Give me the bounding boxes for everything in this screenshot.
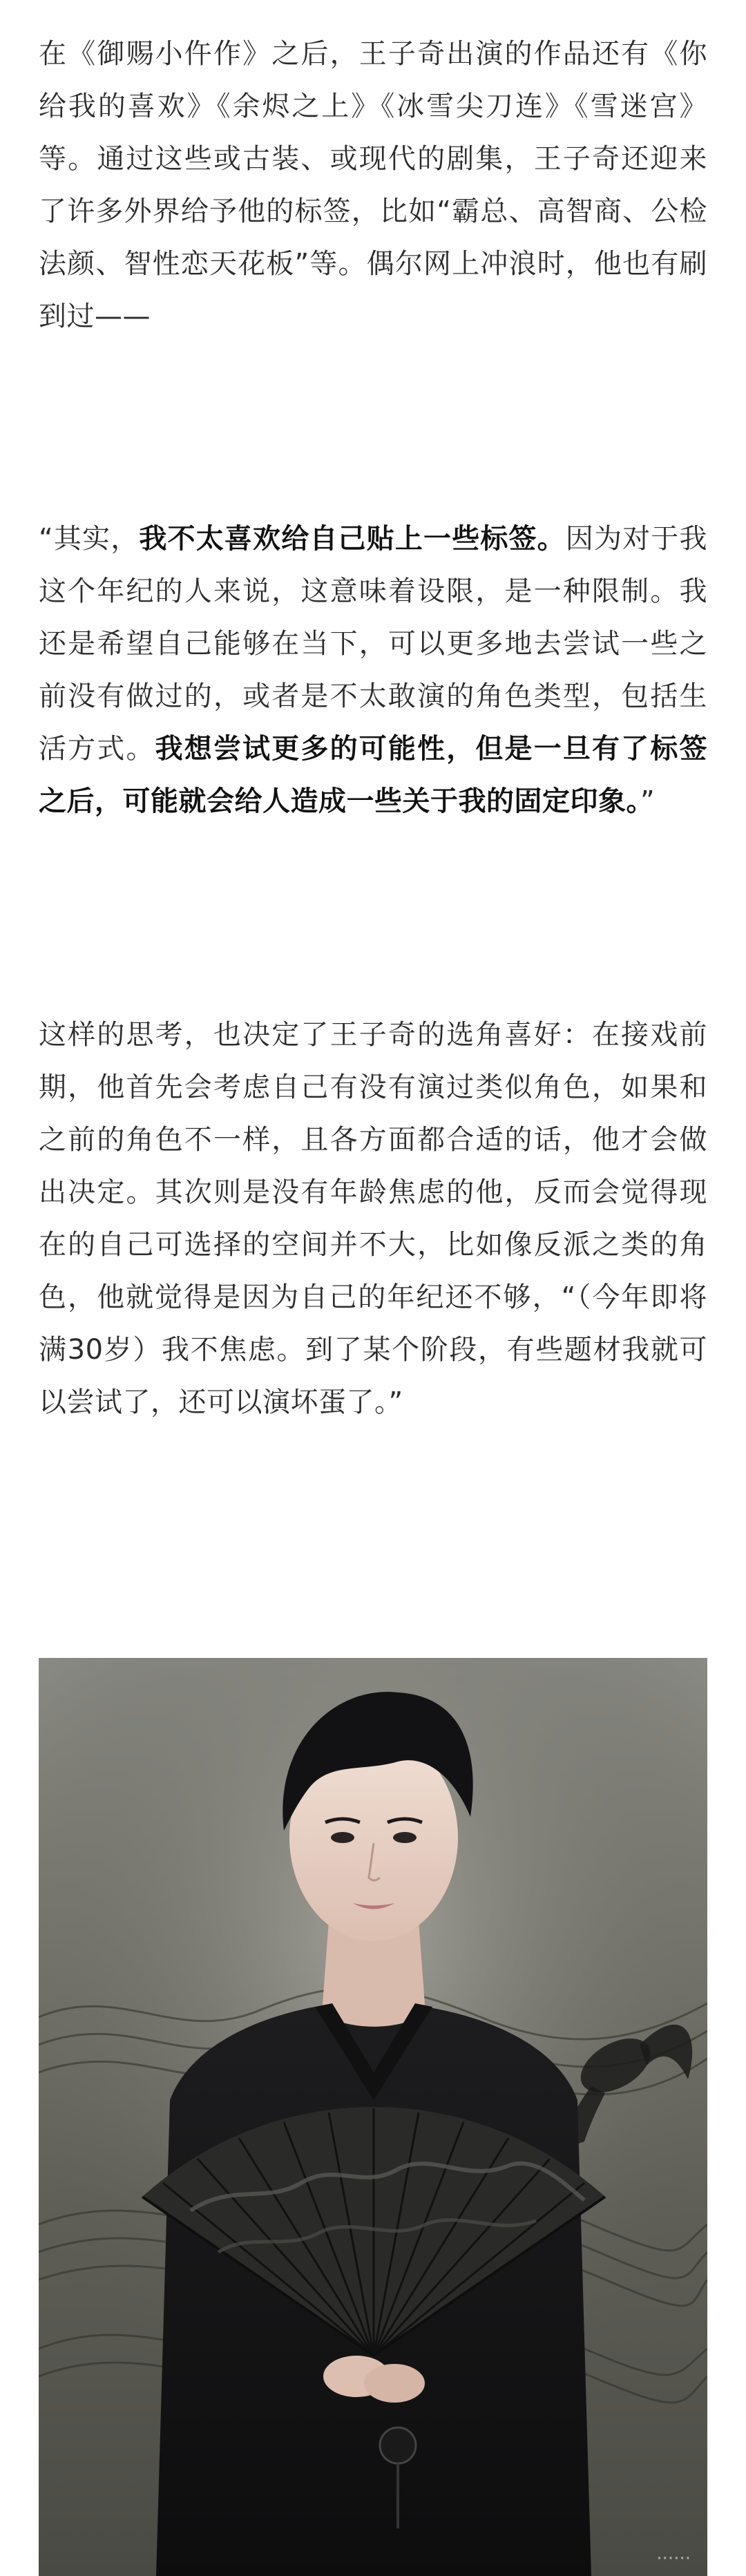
photo-watermark: ······ (656, 2548, 691, 2569)
quote-part-1: “其实， (39, 523, 140, 555)
article-paragraph-1: 在《御赐小仵作》之后，王子奇出演的作品还有《你给我的喜欢》《余烬之上》《冰雪尖刀连》《雪迷宫》等。通过这些或古装、或现代的剧集，王子奇还迎来了许多外界给予他的标签，比如“霸总、高智商、公检法颜、智性恋天花板”等。偶尔网上冲浪时，他也有刷到过—— (39, 38, 707, 332)
quote-bold-part-2: 我想尝试更多的可能性，但是一旦有了标签之后，可能就会给人造成一些关于我的固定印象。 (39, 733, 708, 817)
quote-closing-mark: ” (640, 785, 656, 817)
article-paragraph-2-quote (39, 513, 707, 828)
portrait-illustration (39, 1658, 707, 2576)
quote-part-2: 因为对于我这个年纪的人来说，这意味着设限，是一种限制。我还是希望自己能够在当下，可以更多地去尝试一些之前没有做过的，或者是不太敢演的角色类型，包括生活方式。 (39, 523, 708, 765)
article-paragraph-3: 这样的思考，也决定了王子奇的选角喜好：在接戏前期，他首先会考虑自己有没有演过类似角色，如果和之前的角色不一样，且各方面都合适的话，他才会做出决定。其次则是没有年龄焦虑的他，反而会觉得现在的自己可选择的空间并不大，比如像反派之类的角色，他就觉得是因为自己的年纪还不够，“（今年即将满30岁）我不焦虑。到了某个阶段，有些题材我就可以尝试了，还可以演坏蛋了。” (39, 1019, 707, 1418)
quote-bold-part-1: 我不太喜欢给自己贴上一些标签。 (139, 523, 566, 555)
portrait-photo[interactable] (39, 1658, 707, 2576)
